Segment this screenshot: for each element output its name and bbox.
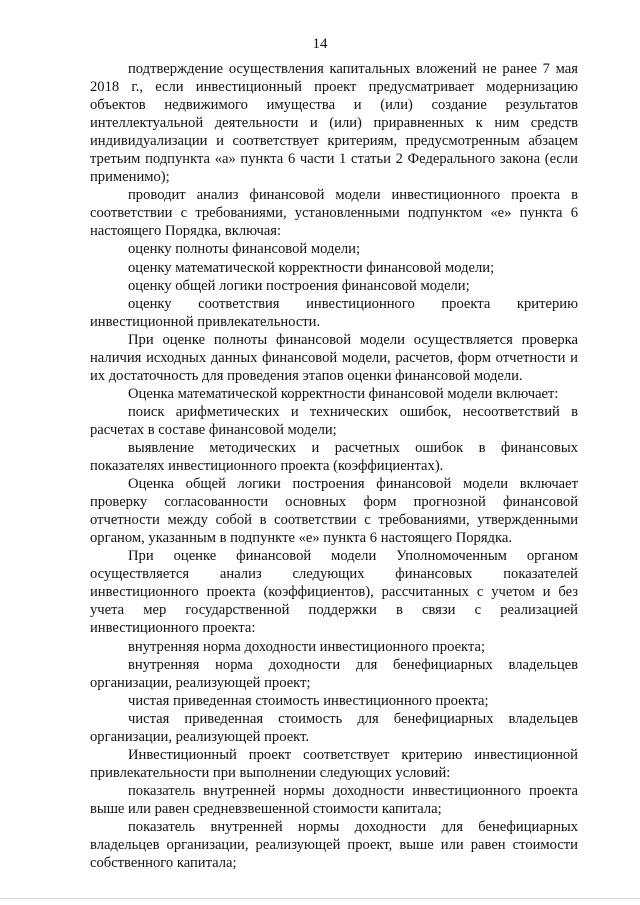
paragraph: внутренняя норма доходности инвестиционного проекта;	[128, 638, 486, 655]
page-number: 14	[312, 36, 328, 52]
scan-edge-line	[0, 898, 640, 899]
paragraph: оценку общей логики построения финансовой модели;	[128, 277, 470, 294]
paragraph: подтверждение осуществления капитальных вложений не ранее 7 мая 2018 г., если инвестиционный проект предусматривает модернизацию объектов недвижимого имущества и (или) создание результатов интеллектуальной деятельности и (или) приравненных к ним средств индивидуализации и соответствует критериям, предусмотренным абзацем третьим подпункта «а» пункта 6 части 1 статьи 2 Федерального закона (если применимо);	[90, 61, 578, 186]
paragraph: чистая приведенная стоимость инвестиционного проекта;	[128, 692, 489, 709]
paragraph: проводит анализ финансовой модели инвестиционного проекта в соответствии с требованиями, установленными подпунктом «е» пункта 6 настоящего Порядка, включая:	[90, 187, 578, 240]
paragraph: Инвестиционный проект соответствует критерию инвестиционной привлекательности при выполнении следующих условий:	[90, 746, 578, 781]
paragraph: поиск арифметических и технических ошибок, несоответствий в расчетах в составе финансовой модели;	[90, 403, 578, 438]
paragraph: Оценка математической корректности финансовой модели включает:	[128, 385, 559, 402]
paragraph: оценку соответствия инвестиционного проекта критерию инвестиционной привлекательности.	[90, 295, 578, 330]
paragraph: чистая приведенная стоимость для бенефициарных владельцев организации, реализующей проект.	[90, 710, 578, 745]
paragraph: показатель внутренней нормы доходности инвестиционного проекта выше или равен средневзвешенной стоимости капитала;	[90, 782, 578, 817]
paragraph: Оценка общей логики построения финансовой модели включает проверку согласованности основных форм прогнозной финансовой отчетности между собой в соответствии с требованиями, утвержденными органом, указанным в подпункте «е» пункта 6 настоящего Порядка.	[90, 476, 578, 547]
paragraph: оценку полноты финансовой модели;	[128, 241, 361, 258]
document-body	[90, 60, 578, 872]
paragraph: внутренняя норма доходности для бенефициарных владельцев организации, реализующей проект;	[90, 656, 578, 691]
paragraph: При оценке финансовой модели Уполномоченным органом осуществляется анализ следующих финансовых показателей инвестиционного проекта (коэффициентов), рассчитанных с учетом и без учета мер государственной поддержки в связи с реализацией инвестиционного проекта:	[90, 548, 578, 637]
paragraph: оценку математической корректности финансовой модели;	[128, 259, 495, 276]
paragraph: выявление методических и расчетных ошибок в финансовых показателях инвестиционного проекта (коэффициентах).	[90, 439, 578, 475]
paragraph: При оценке полноты финансовой модели осуществляется проверка наличия исходных данных финансовой модели, расчетов, форм отчетности и их достаточность для проведения этапов оценки финансовой модели.	[90, 331, 578, 384]
paragraph: показатель внутренней нормы доходности для бенефициарных владельцев организации, реализующей проект, выше или равен стоимости собственного капитала;	[90, 818, 578, 872]
